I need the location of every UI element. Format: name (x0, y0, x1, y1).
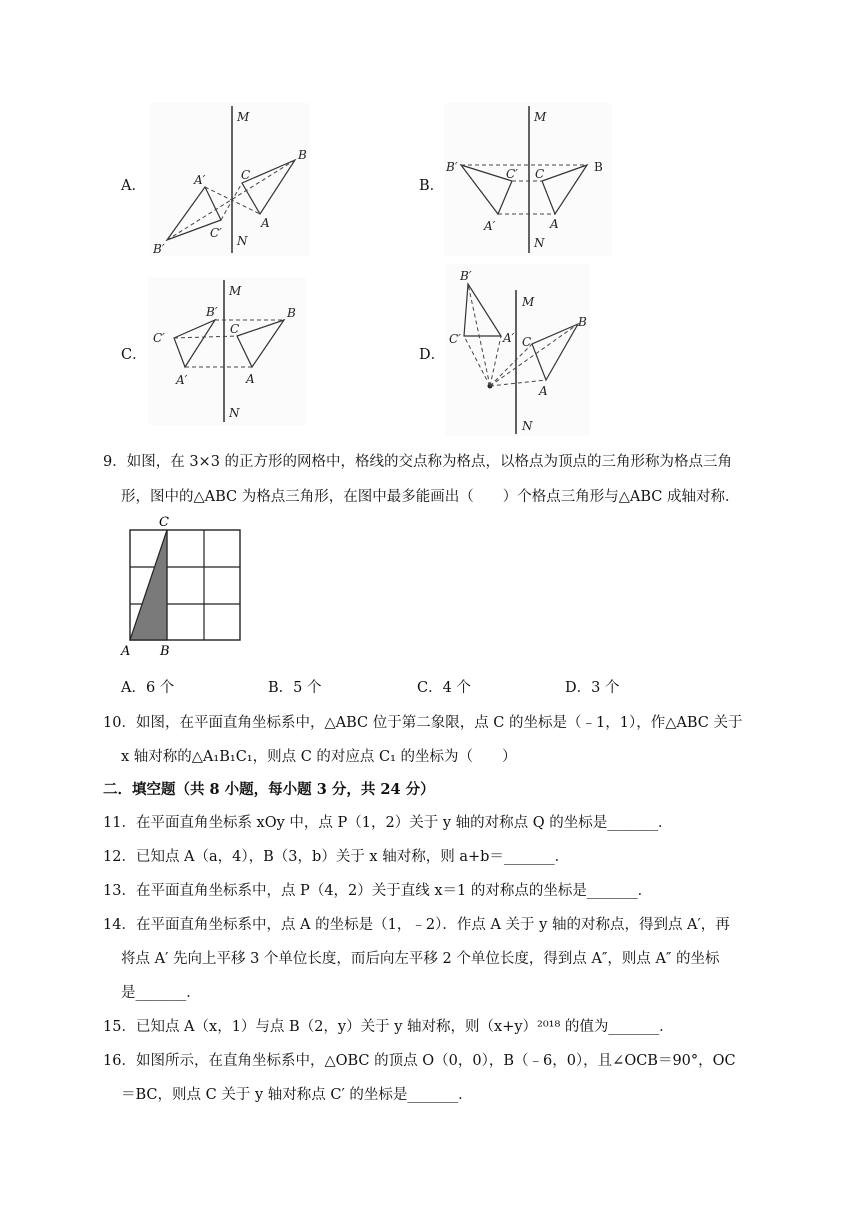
q14-line3: 是_______． (121, 985, 201, 1001)
q14-line1: 14．在平面直角坐标系中，点 A 的坐标是（1，﹣2）．作点 A 关于 y 轴的对称点，得到点 A′，再 (103, 917, 730, 933)
q9-option-a: A．6 个 (121, 680, 175, 696)
q9-grid-figure (116, 512, 251, 660)
label-B: B (287, 306, 296, 320)
q10-line2: x 轴对称的△A₁B₁C₁，则点 C 的对应点 C₁ 的坐标为（ ） (121, 749, 517, 765)
grid-label-C: C (159, 515, 169, 530)
label-N: N (237, 234, 248, 248)
label-A: A (539, 384, 548, 398)
label-B-prime: B′ (460, 269, 472, 283)
q13: 13．在平面直角坐标系中，点 P（4，2）关于直线 x＝1 的对称点的坐标是_______． (103, 883, 653, 899)
q9-line2: 形，图中的△ABC 为格点三角形，在图中最多能画出（ ）个格点三角形与△ABC 成轴对称． (121, 489, 740, 505)
figure-option-c (148, 277, 306, 425)
label-M: M (534, 110, 547, 124)
label-A: A (246, 372, 255, 386)
label-M: M (522, 295, 535, 309)
label-C: C (241, 168, 251, 182)
option-b-label: B． (419, 178, 445, 194)
label-B: B (298, 148, 307, 162)
q12: 12．已知点 A（a，4），B（3，b）关于 x 轴对称，则 a+b＝_______． (103, 849, 570, 865)
q15: 15．已知点 A（x，1）与点 B（2，y）关于 y 轴对称，则（x+y）²⁰¹⁸ 的值为_______． (103, 1019, 674, 1035)
label-N: N (229, 406, 240, 420)
label-A-prime: A′ (194, 173, 206, 187)
label-M: M (237, 110, 250, 124)
label-C-prime: C′ (153, 331, 165, 345)
label-C: C (522, 335, 532, 349)
label-B-prime: B′ (153, 242, 165, 256)
q9-option-c: C．4 个 (417, 680, 471, 696)
label-N: N (534, 236, 545, 250)
label-A: A (550, 217, 559, 231)
grid-label-B: B (160, 644, 170, 659)
label-N: N (522, 419, 533, 433)
q16-line2: ＝BC，则点 C 关于 y 轴对称点 C′ 的坐标是_______． (121, 1087, 473, 1103)
q10-line1: 10．如图，在平面直角坐标系中，△ABC 位于第二象限，点 C 的坐标是（﹣1，1），作△ABC 关于 (103, 715, 743, 731)
option-c-label: C． (121, 347, 147, 363)
figure-option-d (446, 264, 590, 436)
section-2-title: 二．填空题（共 8 小题，每小题 3 分，共 24 分） (103, 781, 435, 798)
label-C-prime: C′ (506, 167, 518, 181)
label-M: M (229, 284, 242, 298)
figure-option-a (150, 103, 310, 256)
figure-option-b (444, 103, 612, 256)
grid-label-A: A (121, 644, 131, 659)
label-B-prime: B′ (446, 160, 458, 174)
label-A: A (261, 216, 270, 230)
q9-option-d: D．3 个 (565, 680, 620, 696)
label-C-prime: C′ (210, 226, 222, 240)
label-B: B (594, 160, 603, 174)
option-d-label: D． (419, 347, 446, 363)
q9-line1: 9．如图，在 3×3 的正方形的网格中，格线的交点称为格点，以格点为顶点的三角形称为格点三角 (103, 454, 733, 470)
label-A-prime: A′ (503, 331, 515, 345)
q16-line1: 16．如图所示，在直角坐标系中，△OBC 的顶点 O（0，0），B（﹣6，0），且∠OCB＝90°，OC (103, 1053, 736, 1069)
label-B: B (578, 315, 587, 329)
label-C-prime: C′ (449, 332, 461, 346)
label-A-prime: A′ (484, 219, 496, 233)
label-B-prime: B′ (206, 305, 218, 319)
q11: 11．在平面直角坐标系 xOy 中，点 P（1，2）关于 y 轴的对称点 Q 的坐标是_______． (103, 815, 673, 831)
q9-option-b: B．5 个 (268, 680, 322, 696)
label-C: C (230, 322, 240, 336)
option-a-label: A． (121, 178, 146, 194)
label-C: C (535, 167, 545, 181)
q14-line2: 将点 A′ 先向上平移 3 个单位长度，而后向左平移 2 个单位长度，得到点 A″，则点 A″ 的坐标 (121, 951, 720, 967)
label-A-prime: A′ (176, 373, 188, 387)
